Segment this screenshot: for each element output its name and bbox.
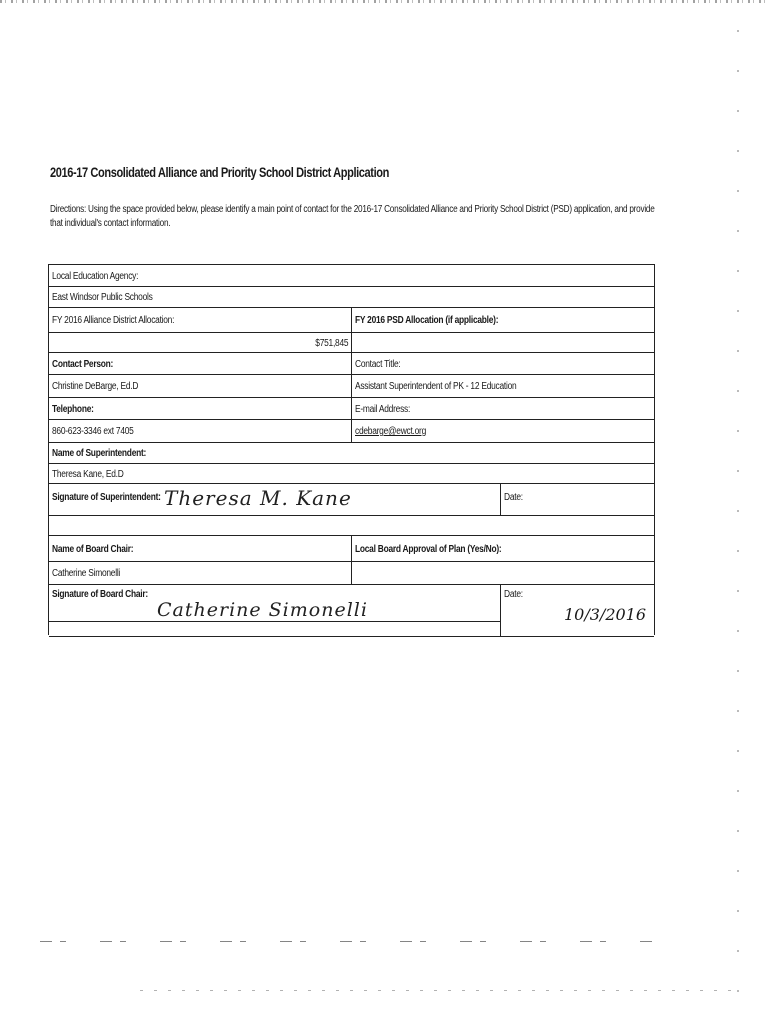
superintendent-label: Name of Superintendent: (52, 448, 147, 459)
table-row (49, 264, 654, 287)
telephone-value: 860-623-3346 ext 7405 (52, 426, 134, 437)
table-row (49, 374, 654, 398)
scan-artifact-top (0, 0, 770, 3)
column-divider (351, 398, 352, 420)
board-chair-signature: Catherine Simonelli (157, 599, 368, 621)
superintendent-date-label: Date: (504, 491, 523, 503)
column-divider (351, 536, 352, 562)
document-title: 2016-17 Consolidated Alliance and Priority School District Application (50, 165, 389, 180)
table-row (49, 307, 654, 333)
column-divider (351, 353, 352, 375)
contact-form-table (48, 264, 655, 635)
scan-artifact-bottom (140, 990, 740, 991)
superintendent-value: Theresa Kane, Ed.D (52, 468, 124, 480)
table-row (49, 463, 654, 484)
contact-person-label: Contact Person: (52, 358, 114, 370)
table-row (49, 584, 654, 637)
table-row (49, 561, 654, 585)
contact-person-value: Christine DeBarge, Ed.D (52, 381, 139, 392)
column-divider (351, 333, 352, 353)
scan-artifact-dash (40, 941, 660, 942)
alliance-allocation-label: FY 2016 Alliance District Allocation: (52, 315, 175, 326)
board-chair-signature-label: Signature of Board Chair: (52, 588, 148, 600)
signature-line (49, 621, 500, 622)
table-row (49, 332, 654, 353)
psd-allocation-label: FY 2016 PSD Allocation (if applicable): (355, 315, 499, 326)
table-row (49, 286, 654, 308)
column-divider (500, 484, 501, 516)
scan-artifact-edge (737, 30, 739, 1010)
telephone-label: Telephone: (52, 403, 94, 415)
column-divider (500, 585, 501, 636)
board-chair-date-value: 10/3/2016 (564, 605, 647, 624)
column-divider (351, 562, 352, 585)
superintendent-signature-label: Signature of Superintendent: (52, 491, 161, 503)
table-row (49, 483, 654, 516)
board-chair-label: Name of Board Chair: (52, 543, 134, 555)
table-row (49, 515, 654, 536)
table-row (49, 535, 654, 562)
table-row (49, 419, 654, 443)
email-label: E-mail Address: (355, 403, 411, 415)
directions-text: Directions: Using the space provided below, please identify a main point of contact for the 2016-17 Consolidated Alliance and Priority School District (PSD) application, and provide that individual's contact information. (50, 204, 655, 229)
board-approval-label: Local Board Approval of Plan (Yes/No): (355, 543, 502, 555)
board-chair-value: Catherine Simonelli (52, 568, 121, 579)
table-row (49, 352, 654, 375)
column-divider (351, 375, 352, 398)
email-value[interactable]: cdebarge@ewct.org (355, 426, 427, 437)
column-divider (351, 420, 352, 443)
superintendent-signature: Theresa M. Kane (164, 486, 352, 510)
lea-value: East Windsor Public Schools (52, 292, 153, 303)
table-row (49, 442, 654, 464)
board-chair-date-label: Date: (504, 588, 523, 600)
contact-title-value: Assistant Superintendent of PK - 12 Education (355, 381, 517, 392)
alliance-allocation-value: $751,845 (314, 337, 348, 349)
contact-title-label: Contact Title: (355, 358, 401, 370)
lea-label: Local Education Agency: (52, 270, 139, 282)
column-divider (351, 308, 352, 333)
table-row (49, 397, 654, 420)
